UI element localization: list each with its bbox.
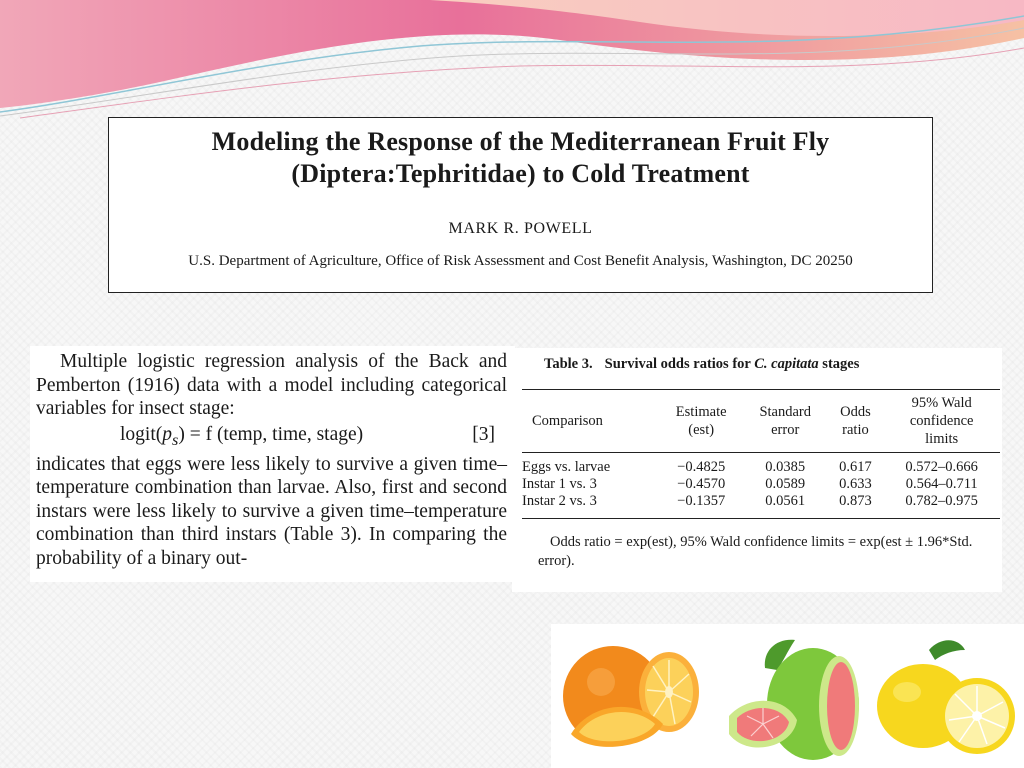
- table-row: [522, 453, 1000, 477]
- equation-expression: [120, 423, 363, 452]
- table-footnote: Odds ratio = exp(est), 95% Wald confidence limits = exp(est ± 1.96*Std. error).: [538, 534, 973, 569]
- paper-title-line-2: (Diptera:Tephritidae) to Cold Treatment: [291, 159, 750, 188]
- decorative-banner: [0, 0, 1024, 120]
- cell-comparison: Eggs vs. larvae: [522, 459, 611, 475]
- cell-estimate: −0.1357: [677, 493, 726, 509]
- table-title: [605, 356, 860, 372]
- cell-wald-limits: 0.564–0.711: [905, 476, 978, 492]
- equation-subscript: s: [172, 430, 179, 449]
- cell-standard-error: 0.0385: [765, 459, 806, 475]
- header-standard-error: Standard error: [759, 404, 811, 438]
- cell-standard-error: 0.0589: [765, 476, 806, 492]
- body-text-excerpt: [30, 346, 515, 582]
- cell-odds-ratio: 0.617: [839, 459, 872, 475]
- citrus-fruits-image: [551, 624, 1024, 768]
- table-number: Table 3.: [544, 356, 593, 372]
- header-odds-ratio: Odds ratio: [840, 404, 871, 438]
- cell-comparison: Instar 2 vs. 3: [522, 493, 597, 509]
- equation-p: p: [162, 423, 172, 445]
- table-row: [522, 493, 1000, 519]
- header-estimate: Estimate (est): [675, 404, 727, 438]
- table-title-pre: Survival odds ratios for: [604, 356, 755, 372]
- cell-standard-error: 0.0561: [765, 493, 806, 509]
- equation-number: [3]: [472, 423, 495, 445]
- paper-affiliation: U.S. Department of Agriculture, Office of Risk Assessment and Cost Benefit Analysis, Washington, DC 20250: [188, 253, 853, 269]
- equation-rhs: ) = f (temp, time, stage): [178, 423, 364, 445]
- table-header-row: [522, 390, 1000, 453]
- grapefruit-icon: [729, 640, 859, 760]
- lemon-icon: [877, 640, 1015, 754]
- equation-lhs: logit(: [120, 423, 163, 445]
- table-caption: [522, 356, 998, 373]
- body-paragraph-2: indicates that eggs were less likely to survive a given time–temperature combination than larvae. Also, first and second instars were less likely to survive a given time–temperature combination than third instars (Table 3). In comparing the probability of a binary out-: [36, 453, 507, 569]
- cell-estimate: −0.4825: [677, 459, 726, 475]
- paper-title-box: [108, 117, 933, 293]
- cell-estimate: −0.4570: [677, 476, 726, 492]
- cell-odds-ratio: 0.633: [839, 476, 872, 492]
- header-wald-limits: 95% Wald confidence limits: [909, 395, 974, 447]
- odds-ratio-table: [522, 389, 1000, 519]
- equation-3: [36, 423, 507, 447]
- paper-author: MARK R. POWELL: [448, 220, 593, 237]
- orange-icon: [563, 646, 699, 747]
- body-paragraph-1: Multiple logistic regression analysis of the Back and Pemberton (1916) data with a model including categorical variables for insect stage:: [36, 351, 507, 419]
- table-row: [522, 476, 1000, 493]
- table-title-species: C. capitata: [754, 356, 819, 372]
- table-title-post: stages: [818, 356, 860, 372]
- cell-wald-limits: 0.572–0.666: [905, 459, 978, 475]
- cell-comparison: Instar 1 vs. 3: [522, 476, 597, 492]
- header-comparison: Comparison: [532, 413, 603, 429]
- paper-title-line-1: Modeling the Response of the Mediterranean Fruit Fly: [211, 127, 830, 156]
- table-panel: [512, 348, 1002, 592]
- cell-odds-ratio: 0.873: [839, 493, 872, 509]
- cell-wald-limits: 0.782–0.975: [905, 493, 978, 509]
